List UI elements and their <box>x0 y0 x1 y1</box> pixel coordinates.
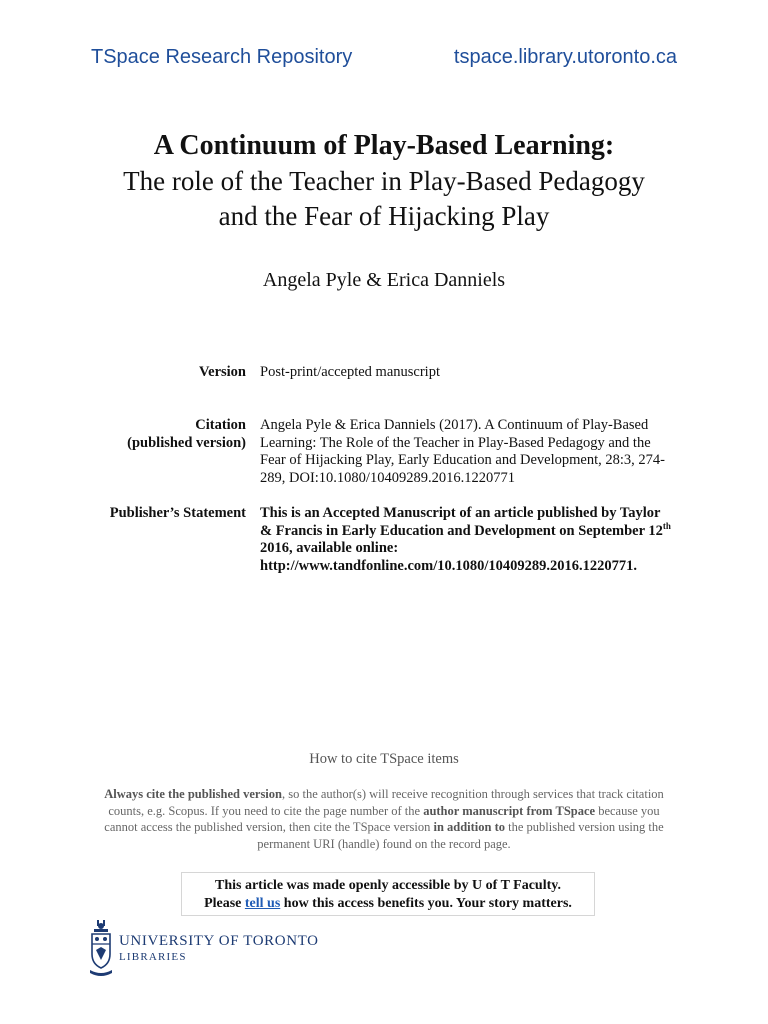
article-title: A Continuum of Play-Based Learning: <box>153 130 615 161</box>
cite-bold-text: in addition to <box>433 820 506 834</box>
how-to-cite-heading: How to cite TSpace items <box>309 751 459 767</box>
cite-text: the published version using the permanent URI (handle) found on the record page. <box>257 820 664 851</box>
article-subtitle-line2: and the Fear of Hijacking Play <box>218 201 550 231</box>
version-value: Post-print/accepted manuscript <box>260 364 440 380</box>
publisher-statement-label: Publisher’s Statement <box>109 505 246 521</box>
how-to-cite-text <box>96 786 672 852</box>
uoft-libraries-logo <box>90 920 319 976</box>
statement-superscript: th <box>662 520 671 531</box>
notice-please: Please <box>204 895 245 911</box>
citation-label-line2: (published version) <box>127 434 246 451</box>
citation-line: Angela Pyle & Erica Danniels (2017). A Continuum of Play-Based <box>260 417 649 433</box>
tell-us-link[interactable]: tell us <box>244 895 281 911</box>
title-block <box>0 128 768 234</box>
page-header <box>91 46 677 69</box>
citation-line: Fear of Hijacking Play, Early Education and Development, 28:3, 274- <box>260 452 665 468</box>
logo-university: UNIVERSITY OF TORONTO <box>119 933 319 949</box>
cite-text: , so the author(s) will receive recognition through services that track citation counts, e.g. Scopus. If you need to cite the page number of the <box>108 787 664 818</box>
cite-bold-text: author manuscript from TSpace <box>423 803 596 818</box>
open-access-notice <box>181 872 595 916</box>
statement-url[interactable]: http://www.tandfonline.com/10.1080/10409289.2016.1220771. <box>260 557 638 574</box>
statement-line: 2016, available online: <box>260 540 399 556</box>
repository-url[interactable]: tspace.library.utoronto.ca <box>453 46 677 68</box>
article-subtitle-line1: The role of the Teacher in Play-Based Pedagogy <box>123 166 645 196</box>
citation-value <box>260 417 690 487</box>
university-crest-icon <box>90 920 112 976</box>
notice-rest: how this access benefits you. Your story matters. <box>280 895 572 911</box>
version-label: Version <box>199 364 246 380</box>
logo-libraries: LIBRARIES <box>119 951 187 963</box>
notice-line1: This article was made openly accessible by U of T Faculty. <box>215 878 561 893</box>
citation-label-line1: Citation <box>195 417 246 433</box>
citation-label <box>46 417 246 452</box>
publisher-statement-value <box>260 505 690 575</box>
statement-text: & Francis in Early Education and Development on September 12 <box>260 522 663 539</box>
statement-line: This is an Accepted Manuscript of an article published by Taylor <box>260 505 661 521</box>
logo-text <box>119 932 319 964</box>
cite-text: because you cannot access the published version, then cite the TSpace version <box>104 803 660 834</box>
article-authors: Angela Pyle & Erica Danniels <box>262 269 506 291</box>
citation-line: Learning: The Role of the Teacher in Play-Based Pedagogy and the <box>260 434 651 451</box>
cite-bold-text: Always cite the published version <box>104 787 282 801</box>
repository-name: TSpace Research Repository <box>91 46 353 68</box>
statement-line <box>260 520 690 541</box>
citation-line: 289, DOI:10.1080/10409289.2016.1220771 <box>260 469 515 486</box>
notice-line2 <box>182 895 594 913</box>
